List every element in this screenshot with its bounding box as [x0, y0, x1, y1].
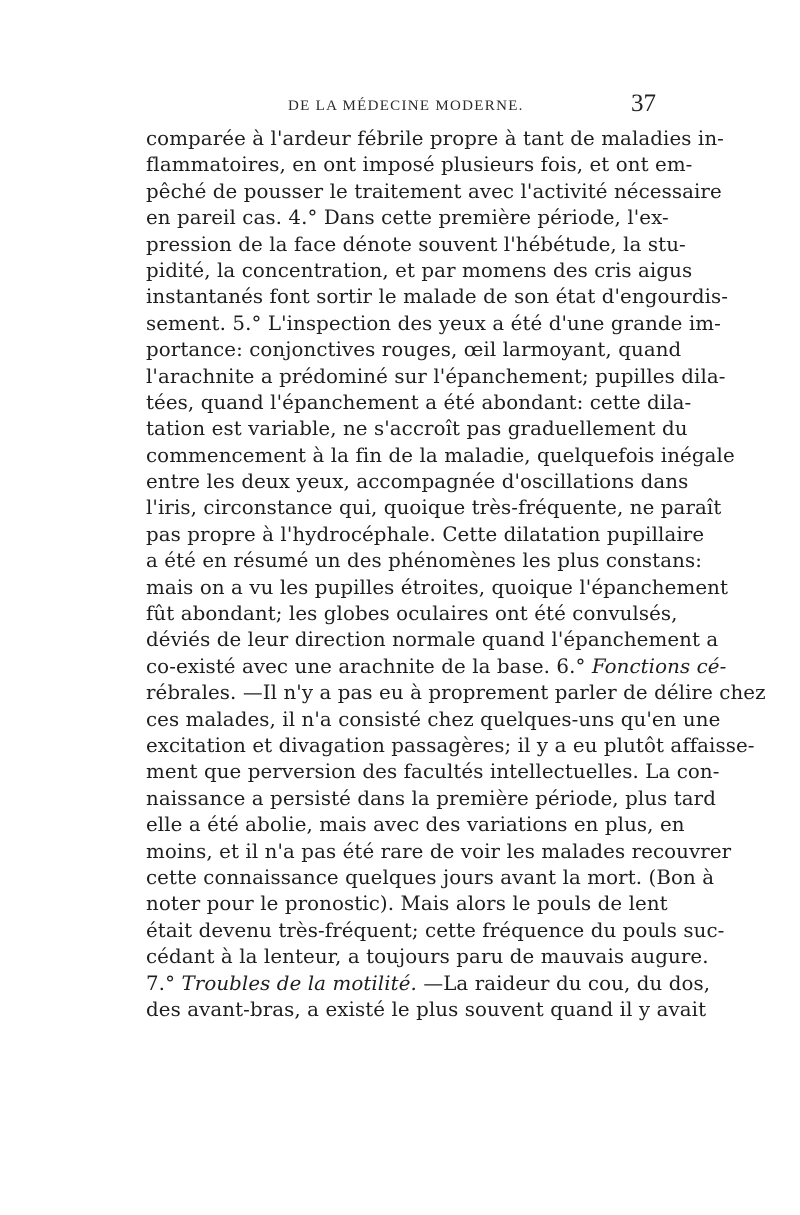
text-line: moins, et il n'a pas été rare de voir les malades recouvrer — [146, 839, 732, 863]
body-text — [146, 126, 766, 1023]
section-number: 7.° — [146, 971, 176, 995]
text-line-start: co-existé avec une arachnite de la base. 6.° — [146, 654, 586, 678]
running-title: DE LA MÉDECINE MODERNE. — [288, 98, 524, 114]
text-line: noter pour le pronostic). Mais alors le pouls de lent — [146, 892, 668, 916]
text-line-with-italic — [146, 654, 727, 680]
text-line: ces malades, il n'a consisté chez quelques-uns qu'en une — [146, 707, 721, 731]
text-line: fût abondant; les globes oculaires ont été convulsés, — [146, 602, 678, 626]
text-line: portance: conjonctives rouges, œil larmoyant, quand — [146, 338, 682, 362]
text-line: pidité, la concentration, et par momens des cris aigus — [146, 258, 693, 282]
text-line: flammatoires, en ont imposé plusieurs fois, et ont em- — [146, 153, 693, 177]
text-line: elle a été abolie, mais avec des variations en plus, en — [146, 813, 685, 837]
text-line: déviés de leur direction normale quand l'épanchement a — [146, 628, 719, 652]
text-line: pêché de pousser le traitement avec l'activité nécessaire — [146, 179, 722, 203]
text-line: excitation et divagation passagères; il y a eu plutôt affaisse- — [146, 733, 755, 757]
text-line: cédant à la lenteur, a toujours paru de mauvais augure. — [146, 945, 709, 969]
text-line-rest: —La raideur du cou, du dos, — [423, 971, 711, 995]
running-head — [146, 90, 656, 120]
text-line: tation est variable, ne s'accroît pas graduellement du — [146, 417, 688, 441]
text-line: des avant-bras, a existé le plus souvent quand il y avait — [146, 997, 707, 1021]
text-line: tées, quand l'épanchement a été abondant: cette dila- — [146, 390, 692, 414]
text-line: pression de la face dénote souvent l'hébétude, la stu- — [146, 232, 686, 256]
text-line: comparée à l'ardeur fébrile propre à tant de maladies in- — [146, 127, 724, 150]
page-number: 37 — [631, 90, 656, 117]
italic-heading-motility: Troubles de la motilité. — [181, 971, 417, 995]
text-line: était devenu très-fréquent; cette fréquence du pouls suc- — [146, 918, 725, 942]
text-line: cette connaissance quelques jours avant la mort. (Bon à — [146, 865, 715, 889]
italic-heading-cerebral-functions: Fonctions cé- — [591, 654, 727, 678]
text-line: ment que perversion des facultés intellectuelles. La con- — [146, 760, 720, 784]
text-line: l'iris, circonstance qui, quoique très-fréquente, ne paraît — [146, 496, 722, 520]
text-line: en pareil cas. 4.° Dans cette première période, l'ex- — [146, 206, 669, 230]
text-line: commencement à la fin de la maladie, quelquefois inégale — [146, 443, 735, 467]
text-line: naissance a persisté dans la première période, plus tard — [146, 786, 716, 810]
text-line: a été en résumé un des phénomènes les plus constans: — [146, 549, 702, 573]
text-line-with-italic — [146, 971, 711, 997]
text-line: instantanés font sortir le malade de son état d'engourdis- — [146, 285, 729, 309]
text-line: l'arachnite a prédominé sur l'épanchement; pupilles dila- — [146, 364, 726, 388]
text-line: rébrales. —Il n'y a pas eu à proprement parler de délire chez — [146, 681, 766, 705]
text-line: sement. 5.° L'inspection des yeux a été d'une grande im- — [146, 311, 721, 335]
text-line: mais on a vu les pupilles étroites, quoique l'épanchement — [146, 575, 729, 599]
text-line: entre les deux yeux, accompagnée d'oscillations dans — [146, 470, 689, 494]
text-line: pas propre à l'hydrocéphale. Cette dilatation pupillaire — [146, 522, 705, 546]
